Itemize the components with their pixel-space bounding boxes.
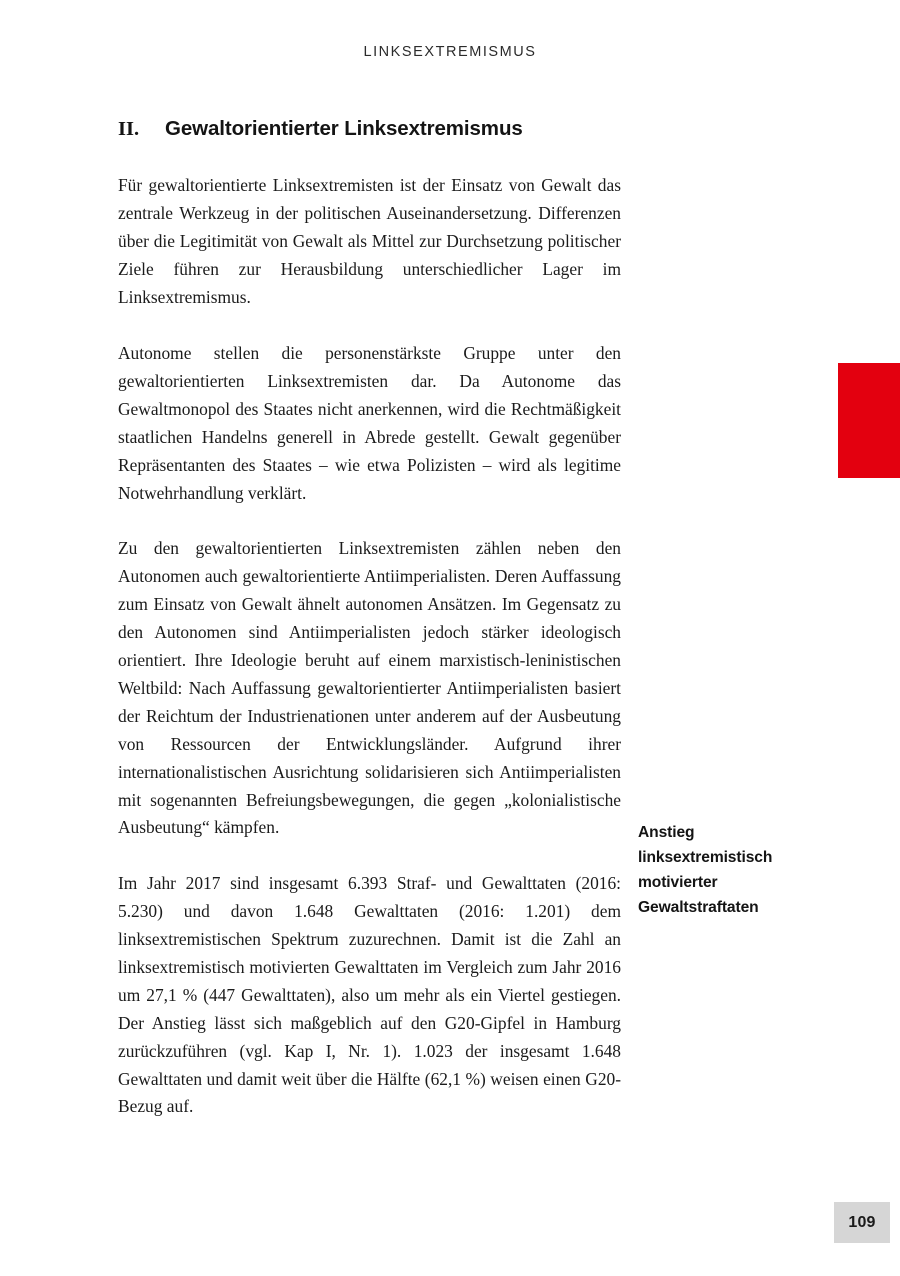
section-numeral: II.: [118, 118, 140, 140]
body-text-column: [118, 172, 621, 1121]
running-header: LINKSEXTREMISMUS: [363, 44, 537, 60]
section-heading: [118, 117, 623, 142]
page-number-box: [834, 1202, 890, 1243]
page-number-label: 109: [848, 1213, 876, 1231]
paragraph-2: Autonome stellen die personenstärkste Gruppe unter den gewaltorientierten Linksextremisten dar. Da Autonome das Gewaltmonopol des Staates nicht anerkennen, wird die Rechtmäßigkeit staatlichen Handelns generell in Abrede gestellt. Gewalt gegenüber Repräsentanten des Staates – wie etwa Polizisten – wird als legitime Notwehrhandlung verklärt.: [118, 343, 621, 503]
chapter-edge-marker: [838, 363, 900, 478]
section-title: Gewaltorientierter Linksextremismus: [165, 117, 523, 140]
paragraph-4: Im Jahr 2017 sind insgesamt 6.393 Straf- und Gewalttaten (2016: 5.230) und davon 1.648 Gewalttaten (2016: 1.201) dem linksextremistischen Spektrum zuzurechnen. Damit ist die Zahl an linksextremistisch motivierten Gewalttaten im Vergleich zum Jahr 2016 um 27,1 % (447 Gewalttaten), also um mehr als ein Viertel gestiegen. Der Anstieg lässt sich maßgeblich auf den G20-Gipfel in Hamburg zurückzuführen (vgl. Kap I, Nr. 1). 1.023 der insgesamt 1.648 Gewalttaten und damit weit über die Hälfte (62,1 %) weisen einen G20-Bezug auf.: [118, 873, 621, 1117]
paragraph-3: Zu den gewaltorientierten Linksextremisten zählen neben den Autonomen auch gewaltorientierte Antiimperialisten. Deren Auffassung zum Einsatz von Gewalt ähnelt autonomen Ansätzen. Im Gegensatz zu den Autonomen sind Antiimperialisten jedoch stärker ideologisch orientiert. Ihre Ideologie beruht auf einem marxistisch-leninistischen Weltbild: Nach Auffassung gewaltorientierter Antiimperialisten basiert der Reichtum der Industrienationen unter anderem auf der Ausbeutung von Ressourcen der Entwicklungsländer. Aufgrund ihrer internationalistischen Ausrichtung solidarisieren sich Antiimperialisten mit sogenannten Befreiungsbewegungen, die gegen „kolonialistische Ausbeutung“ kämpfen.: [118, 538, 621, 838]
margin-note: Anstieg linksextremistisch motivierter Gewaltstraftaten: [638, 824, 773, 916]
paragraph-1: Für gewaltorientierte Linksextremisten ist der Einsatz von Gewalt das zentrale Werkzeug in der politischen Auseinandersetzung. Differenzen über die Legitimität von Gewalt als Mittel zur Durchsetzung politischer Ziele führen zur Herausbildung unterschiedlicher Lager im Linksextremismus.: [118, 175, 621, 307]
